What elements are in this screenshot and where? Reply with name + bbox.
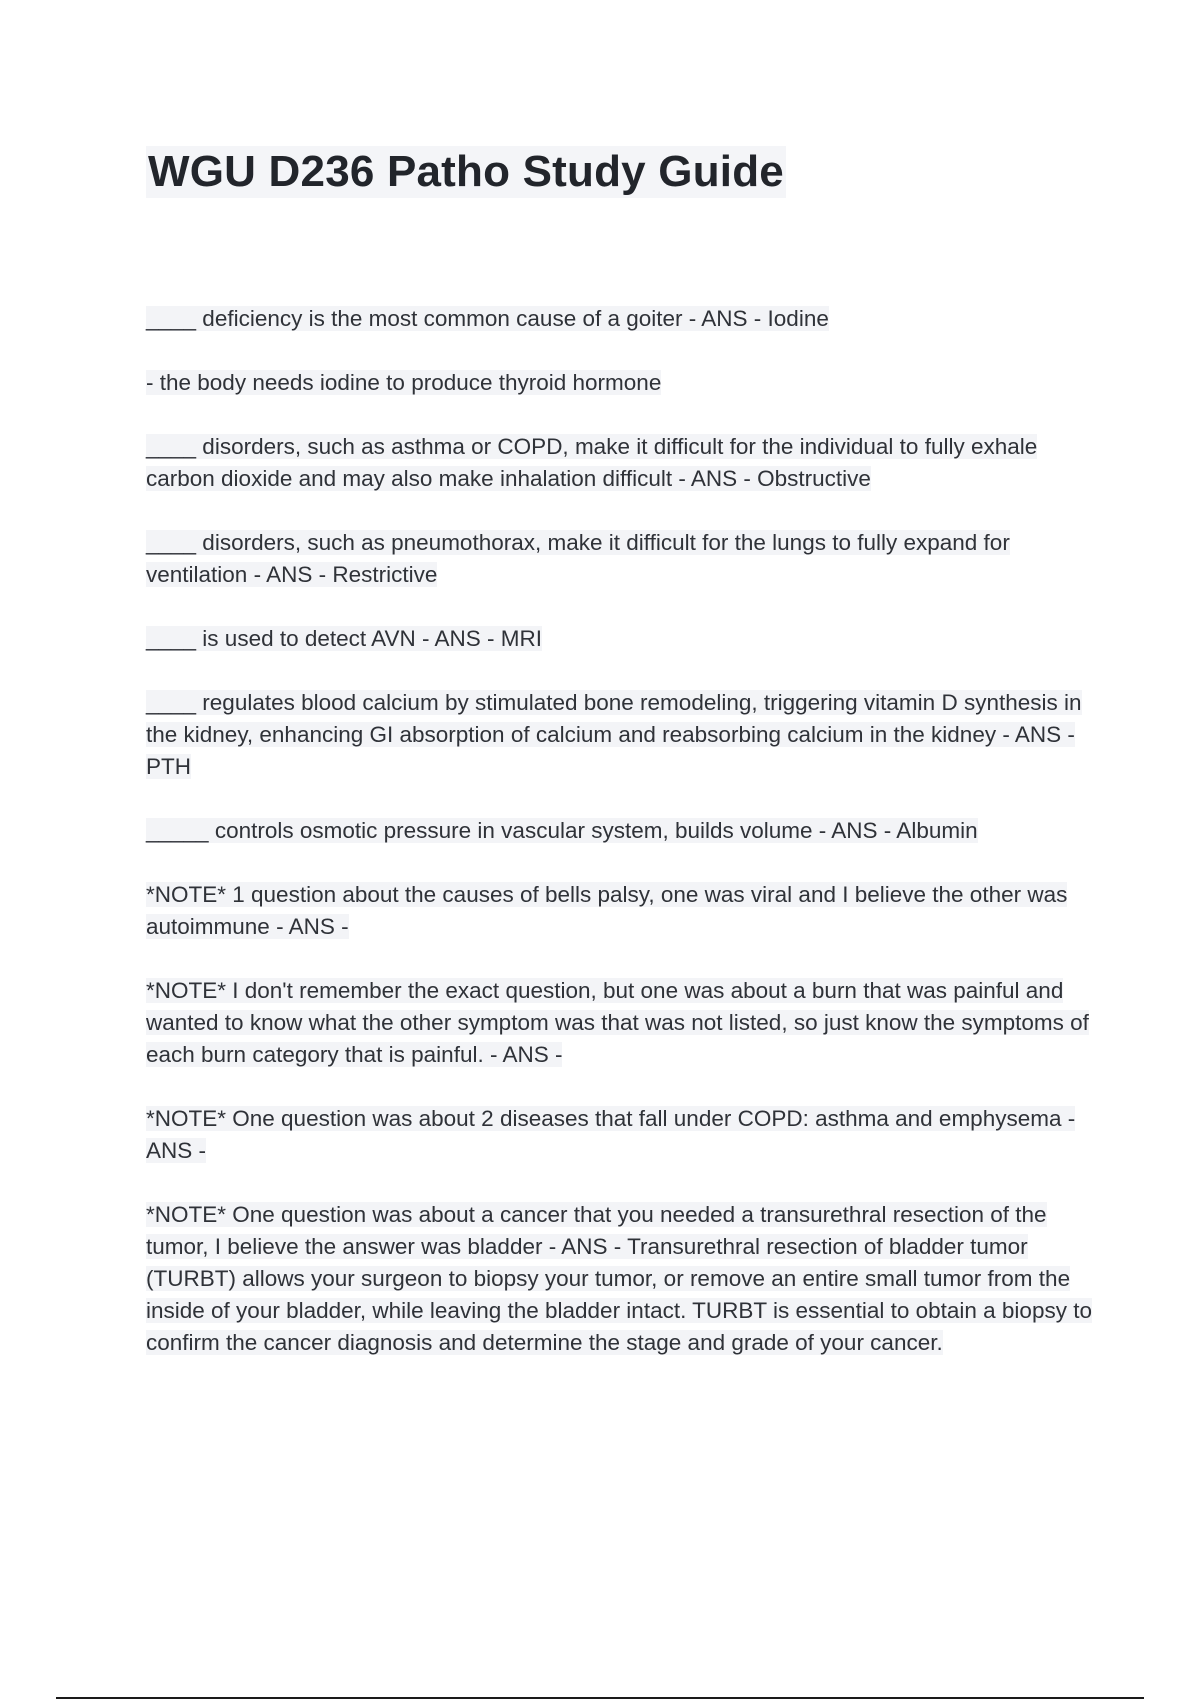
entry-text: *NOTE* I don't remember the exact question, but one was about a burn that was painful and wanted to know what the other symptom was that was not listed, so just know the symptoms of each burn category that is painful. - ANS - — [146, 978, 1089, 1067]
entry-text: ____ deficiency is the most common cause of a goiter - ANS - Iodine — [146, 306, 829, 331]
entry-text: *NOTE* 1 question about the causes of bells palsy, one was viral and I believe the other was autoimmune - ANS - — [146, 882, 1068, 939]
entry-restrictive — [146, 527, 1096, 591]
entry-text: ____ disorders, such as pneumothorax, make it difficult for the lungs to fully expand for ventilation - ANS - Restrictive — [146, 530, 1010, 587]
entry-note-bells-palsy — [146, 879, 1096, 943]
entry-obstructive — [146, 431, 1096, 495]
entry-text: _____ controls osmotic pressure in vascular system, builds volume - ANS - Albumin — [146, 818, 978, 843]
document-body — [146, 303, 1096, 1391]
entry-text: ____ regulates blood calcium by stimulated bone remodeling, triggering vitamin D synthesis in the kidney, enhancing GI absorption of calcium and reabsorbing calcium in the kidney - ANS - PTH — [146, 690, 1082, 779]
footer-divider — [56, 1697, 1144, 1699]
entry-note-copd — [146, 1103, 1096, 1167]
entry-text: - the body needs iodine to produce thyroid hormone — [146, 370, 662, 395]
entry-mri — [146, 623, 1096, 655]
entry-note-burn — [146, 975, 1096, 1071]
entry-iodine-note — [146, 367, 1096, 399]
entry-text: *NOTE* One question was about 2 diseases that fall under COPD: asthma and emphysema - ANS - — [146, 1106, 1076, 1163]
entry-text: *NOTE* One question was about a cancer that you needed a transurethral resection of the tumor, I believe the answer was bladder - ANS - Transurethral resection of bladder tumor (TURBT) allows your surgeon to biopsy your tumor, or remove an entire small tumor from the inside of your bladder, while leaving the bladder intact. TURBT is essential to obtain a biopsy to confirm the cancer diagnosis and determine the stage and grade of your cancer. — [146, 1202, 1092, 1355]
entry-text: ____ disorders, such as asthma or COPD, make it difficult for the individual to fully exhale carbon dioxide and may also make inhalation difficult - ANS - Obstructive — [146, 434, 1038, 491]
document-title: WGU D236 Patho Study Guide — [148, 147, 784, 196]
entry-pth — [146, 687, 1096, 783]
entry-iodine — [146, 303, 1096, 335]
entry-note-turbt — [146, 1199, 1096, 1359]
entry-text: ____ is used to detect AVN - ANS - MRI — [146, 626, 543, 651]
entry-albumin — [146, 815, 1096, 847]
